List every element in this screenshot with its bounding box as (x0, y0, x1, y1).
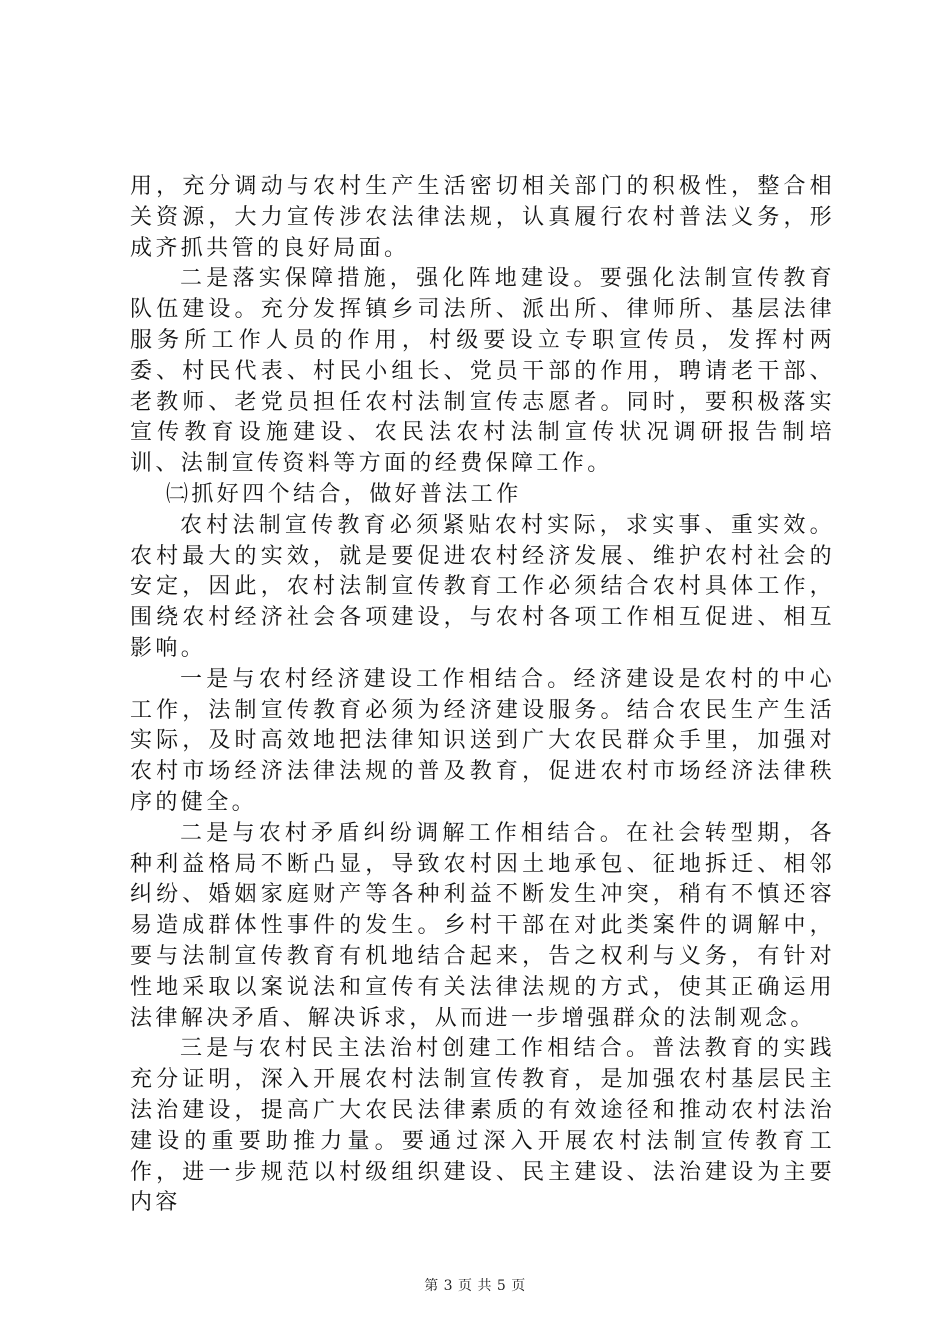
paragraph-section-intro: 农村法制宣传教育必须紧贴农村实际，求实事、重实效。农村最大的实效，就是要促进农村经济发展、维护农村社会的安定，因此，农村法制宣传教育工作必须结合农村具体工作，围绕农村经济社会各项建设，与农村各项工作相互促进、相互影响。 (130, 512, 835, 661)
paragraph-safeguard-measures: 二是落实保障措施，强化阵地建设。要强化法制宣传教育队伍建设。充分发挥镇乡司法所、派出所、律师所、基层法律服务所工作人员的作用，村级要设立专职宣传员，发挥村两委、村民代表、村民小组长、党员干部的作用，聘请老干部、老教师、老党员担任农村法制宣传志愿者。同时，要积极落实宣传教育设施建设、农民法农村法制宣传状况调研报告制培训、法制宣传资料等方面的经费保障工作。 (130, 266, 835, 477)
paragraph-economic-construction: 一是与农村经济建设工作相结合。经济建设是农村的中心工作，法制宣传教育必须为经济建设服务。结合农民生产生活实际，及时高效地把法律知识送到广大农民群众手里，加强对农村市场经济法律法规的普及教育，促进农村市场经济法律秩序的健全。 (130, 666, 835, 815)
section-heading: ㈡抓好四个结合，做好普法工作 (166, 481, 522, 507)
paragraph-rule-of-law-village: 三是与农村民主法治村创建工作相结合。普法教育的实践充分证明，深入开展农村法制宣传教育，是加强农村基层民主法治建设，提高广大农民法律素质的有效途径和推动农村法治建设的重要助推力量。要通过深入开展农村法制宣传教育工作，进一步规范以村级组织建设、民主建设、法治建设为主要内容 (130, 1036, 835, 1216)
page-number-footer: 第 3 页 共 5 页 (424, 1278, 526, 1294)
paragraph-continuation: 用，充分调动与农村生产生活密切相关部门的积极性，整合相关资源，大力宣传涉农法律法规，认真履行农村普法义务，形成齐抓共管的良好局面。 (130, 174, 835, 261)
document-body (130, 172, 835, 1219)
paragraph-dispute-mediation: 二是与农村矛盾纠纷调解工作相结合。在社会转型期，各种利益格局不断凸显，导致农村因土地承包、征地拆迁、相邻纠纷、婚姻家庭财产等各种利益不断发生冲突，稍有不慎还容易造成群体性事件的发生。乡村干部在对此类案件的调解中，要与法制宣传教育有机地结合起来，告之权利与义务，有针对性地采取以案说法和宣传有关法律法规的方式，使其正确运用法律解决矛盾、解决诉求，从而进一步增强群众的法制观念。 (130, 820, 835, 1031)
